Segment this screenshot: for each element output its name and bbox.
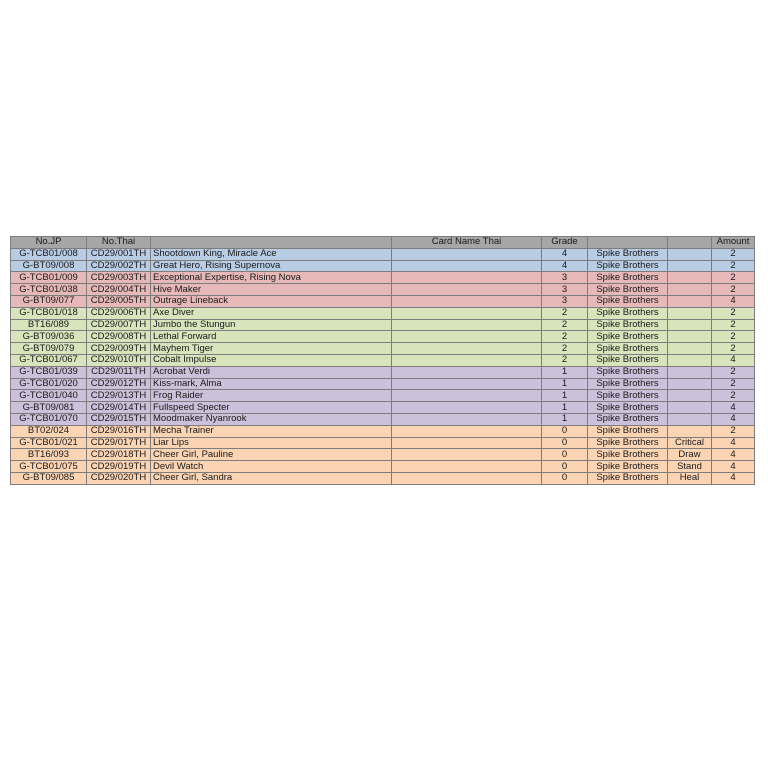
cell-card-name-thai bbox=[392, 449, 542, 461]
cell-grade: 1 bbox=[542, 366, 588, 378]
cell-clan: Spike Brothers bbox=[588, 331, 668, 343]
cell-card-name-thai bbox=[392, 319, 542, 331]
cell-no-jp: G-TCB01/038 bbox=[11, 284, 87, 296]
cell-trigger bbox=[668, 402, 712, 414]
cell-grade: 0 bbox=[542, 472, 588, 484]
cell-no-thai: CD29/007TH bbox=[87, 319, 151, 331]
header-no-thai: No.Thai bbox=[87, 237, 151, 249]
cell-grade: 2 bbox=[542, 307, 588, 319]
cell-trigger bbox=[668, 343, 712, 355]
cell-no-jp: G-TCB01/070 bbox=[11, 413, 87, 425]
table-row bbox=[11, 378, 755, 390]
table-row bbox=[11, 331, 755, 343]
cell-grade: 4 bbox=[542, 260, 588, 272]
cell-no-jp: BT16/093 bbox=[11, 449, 87, 461]
cell-clan: Spike Brothers bbox=[588, 354, 668, 366]
cell-card-name: Liar Lips bbox=[151, 437, 392, 449]
cell-grade: 0 bbox=[542, 461, 588, 473]
header-card-name-thai: Card Name Thai bbox=[392, 237, 542, 249]
cell-no-thai: CD29/018TH bbox=[87, 449, 151, 461]
cell-card-name-thai bbox=[392, 284, 542, 296]
cell-clan: Spike Brothers bbox=[588, 272, 668, 284]
table-row bbox=[11, 461, 755, 473]
cell-trigger bbox=[668, 307, 712, 319]
cell-amount: 2 bbox=[712, 307, 755, 319]
cell-card-name: Jumbo the Stungun bbox=[151, 319, 392, 331]
cell-no-thai: CD29/020TH bbox=[87, 472, 151, 484]
cell-card-name: Lethal Forward bbox=[151, 331, 392, 343]
cell-amount: 2 bbox=[712, 248, 755, 260]
cell-card-name-thai bbox=[392, 425, 542, 437]
cell-card-name-thai bbox=[392, 378, 542, 390]
card-list-table bbox=[10, 236, 755, 485]
table-row bbox=[11, 284, 755, 296]
cell-no-thai: CD29/004TH bbox=[87, 284, 151, 296]
cell-no-jp: G-TCB01/067 bbox=[11, 354, 87, 366]
cell-grade: 1 bbox=[542, 378, 588, 390]
cell-no-thai: CD29/013TH bbox=[87, 390, 151, 402]
cell-card-name-thai bbox=[392, 390, 542, 402]
header-grade: Grade bbox=[542, 237, 588, 249]
table-row bbox=[11, 307, 755, 319]
cell-clan: Spike Brothers bbox=[588, 413, 668, 425]
cell-clan: Spike Brothers bbox=[588, 366, 668, 378]
header-no-jp: No.JP bbox=[11, 237, 87, 249]
cell-card-name-thai bbox=[392, 343, 542, 355]
cell-card-name: Cheer Girl, Pauline bbox=[151, 449, 392, 461]
cell-amount: 2 bbox=[712, 319, 755, 331]
header-row bbox=[11, 237, 755, 249]
cell-trigger bbox=[668, 378, 712, 390]
cell-card-name-thai bbox=[392, 354, 542, 366]
cell-card-name-thai bbox=[392, 413, 542, 425]
cell-amount: 4 bbox=[712, 437, 755, 449]
cell-trigger bbox=[668, 354, 712, 366]
cell-no-jp: G-BT09/081 bbox=[11, 402, 87, 414]
cell-no-jp: G-TCB01/018 bbox=[11, 307, 87, 319]
table-row bbox=[11, 390, 755, 402]
cell-amount: 4 bbox=[712, 413, 755, 425]
cell-card-name: Mecha Trainer bbox=[151, 425, 392, 437]
cell-clan: Spike Brothers bbox=[588, 402, 668, 414]
cell-grade: 1 bbox=[542, 402, 588, 414]
cell-no-jp: BT16/089 bbox=[11, 319, 87, 331]
cell-clan: Spike Brothers bbox=[588, 437, 668, 449]
cell-card-name: Cheer Girl, Sandra bbox=[151, 472, 392, 484]
cell-clan: Spike Brothers bbox=[588, 461, 668, 473]
cell-no-thai: CD29/008TH bbox=[87, 331, 151, 343]
cell-no-thai: CD29/011TH bbox=[87, 366, 151, 378]
table-row bbox=[11, 295, 755, 307]
table-row bbox=[11, 413, 755, 425]
cell-card-name-thai bbox=[392, 248, 542, 260]
cell-card-name: Fullspeed Specter bbox=[151, 402, 392, 414]
cell-trigger: Draw bbox=[668, 449, 712, 461]
cell-trigger bbox=[668, 390, 712, 402]
cell-trigger bbox=[668, 366, 712, 378]
cell-clan: Spike Brothers bbox=[588, 390, 668, 402]
cell-clan: Spike Brothers bbox=[588, 260, 668, 272]
cell-trigger bbox=[668, 272, 712, 284]
cell-trigger: Heal bbox=[668, 472, 712, 484]
cell-no-thai: CD29/006TH bbox=[87, 307, 151, 319]
cell-clan: Spike Brothers bbox=[588, 295, 668, 307]
cell-card-name: Mayhem Tiger bbox=[151, 343, 392, 355]
cell-card-name: Moodmaker Nyanrook bbox=[151, 413, 392, 425]
cell-no-jp: G-BT09/036 bbox=[11, 331, 87, 343]
cell-card-name-thai bbox=[392, 331, 542, 343]
table-row bbox=[11, 319, 755, 331]
cell-no-jp: G-TCB01/009 bbox=[11, 272, 87, 284]
cell-card-name-thai bbox=[392, 402, 542, 414]
cell-card-name-thai bbox=[392, 461, 542, 473]
cell-grade: 3 bbox=[542, 284, 588, 296]
table-row bbox=[11, 402, 755, 414]
cell-clan: Spike Brothers bbox=[588, 307, 668, 319]
cell-grade: 1 bbox=[542, 413, 588, 425]
cell-clan: Spike Brothers bbox=[588, 248, 668, 260]
cell-amount: 4 bbox=[712, 461, 755, 473]
cell-no-thai: CD29/015TH bbox=[87, 413, 151, 425]
cell-no-jp: G-BT09/085 bbox=[11, 472, 87, 484]
table-row bbox=[11, 425, 755, 437]
table-body bbox=[11, 248, 755, 484]
table-row bbox=[11, 366, 755, 378]
cell-amount: 2 bbox=[712, 343, 755, 355]
cell-amount: 4 bbox=[712, 472, 755, 484]
cell-trigger bbox=[668, 248, 712, 260]
cell-no-jp: G-TCB01/040 bbox=[11, 390, 87, 402]
cell-amount: 2 bbox=[712, 366, 755, 378]
cell-no-jp: G-TCB01/021 bbox=[11, 437, 87, 449]
header-trigger bbox=[668, 237, 712, 249]
cell-clan: Spike Brothers bbox=[588, 425, 668, 437]
cell-amount: 4 bbox=[712, 295, 755, 307]
cell-grade: 0 bbox=[542, 449, 588, 461]
cell-trigger bbox=[668, 331, 712, 343]
cell-trigger bbox=[668, 413, 712, 425]
cell-card-name: Shootdown King, Miracle Ace bbox=[151, 248, 392, 260]
cell-amount: 4 bbox=[712, 354, 755, 366]
header-amount: Amount bbox=[712, 237, 755, 249]
cell-card-name-thai bbox=[392, 307, 542, 319]
table-row bbox=[11, 260, 755, 272]
cell-grade: 0 bbox=[542, 425, 588, 437]
cell-card-name: Exceptional Expertise, Rising Nova bbox=[151, 272, 392, 284]
cell-grade: 1 bbox=[542, 390, 588, 402]
cell-no-thai: CD29/001TH bbox=[87, 248, 151, 260]
cell-clan: Spike Brothers bbox=[588, 472, 668, 484]
table-row bbox=[11, 437, 755, 449]
cell-amount: 4 bbox=[712, 449, 755, 461]
cell-grade: 4 bbox=[542, 248, 588, 260]
table-row bbox=[11, 449, 755, 461]
cell-card-name-thai bbox=[392, 437, 542, 449]
cell-no-jp: G-TCB01/039 bbox=[11, 366, 87, 378]
cell-trigger: Critical bbox=[668, 437, 712, 449]
cell-card-name: Acrobat Verdi bbox=[151, 366, 392, 378]
cell-no-jp: G-BT09/077 bbox=[11, 295, 87, 307]
cell-trigger: Stand bbox=[668, 461, 712, 473]
cell-amount: 2 bbox=[712, 272, 755, 284]
cell-grade: 2 bbox=[542, 319, 588, 331]
cell-grade: 0 bbox=[542, 437, 588, 449]
table-row bbox=[11, 272, 755, 284]
cell-no-jp: G-TCB01/008 bbox=[11, 248, 87, 260]
cell-amount: 2 bbox=[712, 378, 755, 390]
table-row bbox=[11, 343, 755, 355]
cell-amount: 2 bbox=[712, 425, 755, 437]
cell-grade: 2 bbox=[542, 343, 588, 355]
cell-card-name-thai bbox=[392, 260, 542, 272]
cell-no-thai: CD29/012TH bbox=[87, 378, 151, 390]
table-row bbox=[11, 354, 755, 366]
cell-amount: 2 bbox=[712, 390, 755, 402]
cell-no-thai: CD29/005TH bbox=[87, 295, 151, 307]
cell-clan: Spike Brothers bbox=[588, 319, 668, 331]
cell-card-name: Frog Raider bbox=[151, 390, 392, 402]
cell-clan: Spike Brothers bbox=[588, 378, 668, 390]
cell-trigger bbox=[668, 284, 712, 296]
cell-no-thai: CD29/019TH bbox=[87, 461, 151, 473]
table-row bbox=[11, 472, 755, 484]
cell-clan: Spike Brothers bbox=[588, 343, 668, 355]
cell-amount: 2 bbox=[712, 331, 755, 343]
table-row bbox=[11, 248, 755, 260]
cell-card-name-thai bbox=[392, 295, 542, 307]
cell-trigger bbox=[668, 319, 712, 331]
cell-no-thai: CD29/002TH bbox=[87, 260, 151, 272]
cell-trigger bbox=[668, 425, 712, 437]
cell-no-jp: G-TCB01/020 bbox=[11, 378, 87, 390]
header-clan bbox=[588, 237, 668, 249]
cell-clan: Spike Brothers bbox=[588, 449, 668, 461]
cell-no-thai: CD29/014TH bbox=[87, 402, 151, 414]
cell-grade: 3 bbox=[542, 295, 588, 307]
cell-grade: 2 bbox=[542, 354, 588, 366]
cell-no-jp: G-BT09/008 bbox=[11, 260, 87, 272]
cell-grade: 3 bbox=[542, 272, 588, 284]
cell-no-thai: CD29/016TH bbox=[87, 425, 151, 437]
cell-card-name: Hive Maker bbox=[151, 284, 392, 296]
cell-amount: 4 bbox=[712, 402, 755, 414]
cell-no-jp: BT02/024 bbox=[11, 425, 87, 437]
cell-card-name: Cobalt Impulse bbox=[151, 354, 392, 366]
cell-no-thai: CD29/003TH bbox=[87, 272, 151, 284]
cell-no-jp: G-TCB01/075 bbox=[11, 461, 87, 473]
cell-card-name-thai bbox=[392, 472, 542, 484]
cell-no-thai: CD29/010TH bbox=[87, 354, 151, 366]
cell-trigger bbox=[668, 260, 712, 272]
cell-card-name: Outrage Lineback bbox=[151, 295, 392, 307]
cell-grade: 2 bbox=[542, 331, 588, 343]
cell-clan: Spike Brothers bbox=[588, 284, 668, 296]
cell-no-jp: G-BT09/079 bbox=[11, 343, 87, 355]
header-card-name bbox=[151, 237, 392, 249]
cell-card-name: Kiss-mark, Alma bbox=[151, 378, 392, 390]
cell-card-name: Great Hero, Rising Supernova bbox=[151, 260, 392, 272]
cell-card-name-thai bbox=[392, 272, 542, 284]
cell-no-thai: CD29/009TH bbox=[87, 343, 151, 355]
cell-trigger bbox=[668, 295, 712, 307]
cell-amount: 2 bbox=[712, 284, 755, 296]
cell-no-thai: CD29/017TH bbox=[87, 437, 151, 449]
cell-amount: 2 bbox=[712, 260, 755, 272]
cell-card-name: Devil Watch bbox=[151, 461, 392, 473]
cell-card-name: Axe Diver bbox=[151, 307, 392, 319]
cell-card-name-thai bbox=[392, 366, 542, 378]
